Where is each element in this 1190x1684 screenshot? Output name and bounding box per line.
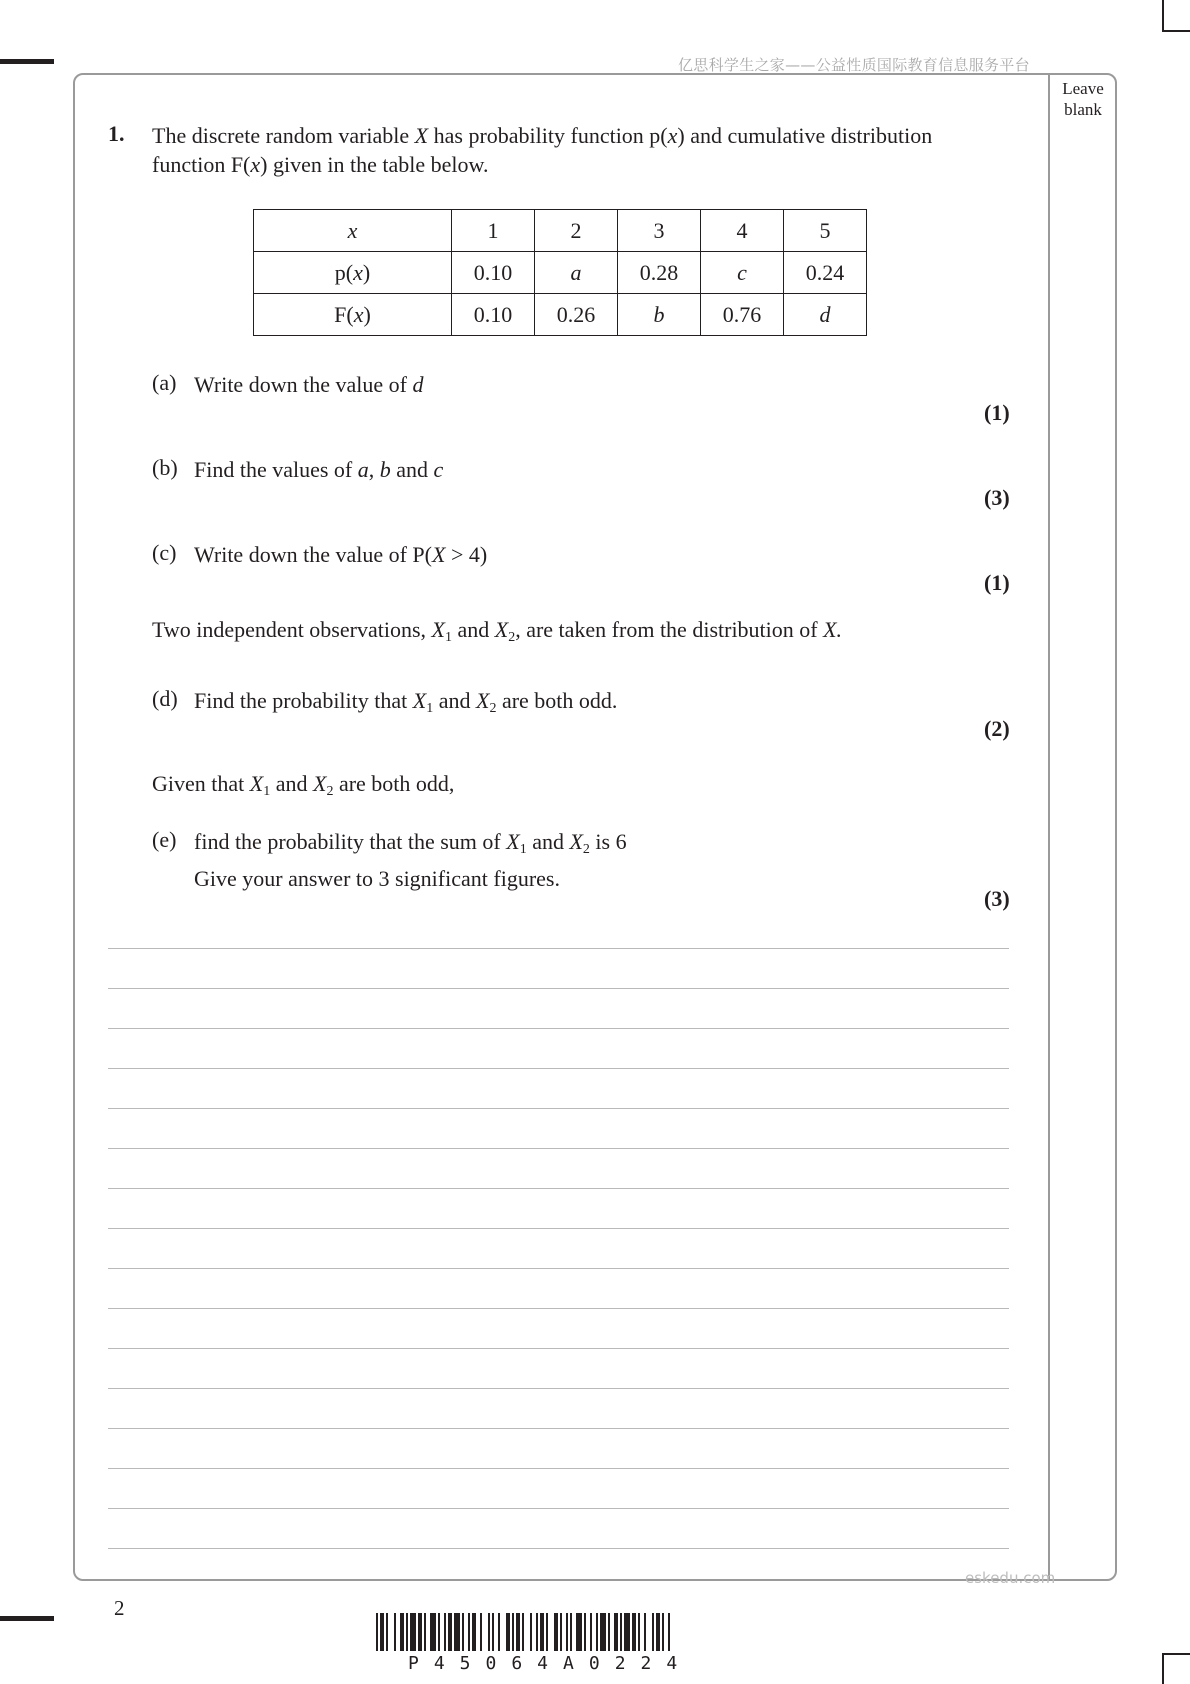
barcode-bar — [668, 1613, 670, 1651]
table-cell: 4 — [701, 210, 784, 252]
distribution-table — [253, 209, 867, 336]
barcode-bar — [620, 1613, 622, 1651]
crop-mark-bottom-right — [1162, 1655, 1164, 1684]
question-intro — [152, 121, 1022, 179]
barcode-bar — [584, 1613, 586, 1651]
table-cell: c — [701, 252, 784, 294]
table-cell: 0.24 — [784, 252, 867, 294]
crop-mark-bottom-right-h — [1162, 1653, 1190, 1655]
barcode-bar — [512, 1613, 514, 1651]
barcode-bar — [400, 1613, 404, 1651]
question-intro-line-1: The discrete random variable X has probability function p(x) and cumulative distribution — [152, 123, 933, 148]
answer-line[interactable] — [108, 1148, 1009, 1149]
table-cell: b — [618, 294, 701, 336]
barcode-bar — [522, 1613, 524, 1651]
table-header-p: p(x) — [254, 252, 452, 294]
barcode-bar — [498, 1613, 500, 1651]
barcode-bar — [632, 1613, 636, 1651]
question-intro-line-2: function F(x) given in the table below. — [152, 152, 489, 177]
barcode-bar — [488, 1613, 490, 1651]
leave-blank-column-divider — [1048, 73, 1050, 1581]
table-cell: 5 — [784, 210, 867, 252]
table-row-F — [254, 294, 867, 336]
table-header-x: x — [254, 210, 452, 252]
answer-line[interactable] — [108, 1508, 1009, 1509]
table-row-p — [254, 252, 867, 294]
part-d-label: (d) — [152, 686, 178, 711]
barcode-bar — [386, 1613, 388, 1651]
barcode-bar — [424, 1613, 426, 1651]
answer-line[interactable] — [108, 1188, 1009, 1189]
table-cell: 1 — [452, 210, 535, 252]
part-a-label: (a) — [152, 370, 177, 395]
barcode-bar — [570, 1613, 572, 1651]
barcode-bar — [394, 1613, 396, 1651]
barcode-bar — [596, 1613, 598, 1651]
barcode-bar — [410, 1613, 416, 1651]
table-cell: d — [784, 294, 867, 336]
part-c-text: Write down the value of P(X > 4) — [194, 542, 488, 567]
part-a-marks: (1) — [984, 400, 1010, 425]
part-e-line-1: find the probability that the sum of $X_1$ and $X_2$ is 6 — [194, 829, 627, 857]
barcode-bar — [530, 1613, 532, 1651]
barcode-bar — [652, 1613, 654, 1651]
table-cell: 0.76 — [701, 294, 784, 336]
answer-line[interactable] — [108, 1028, 1009, 1029]
table-cell: 0.26 — [535, 294, 618, 336]
blank-label: blank — [1064, 100, 1102, 119]
table-cell: 0.10 — [452, 294, 535, 336]
part-b-text: Find the values of a, b and c — [194, 457, 444, 482]
barcode-bar — [644, 1613, 646, 1651]
barcode-bar — [546, 1613, 548, 1651]
barcode-bar — [492, 1613, 494, 1651]
barcode-bar — [430, 1613, 436, 1651]
stem-given-odd: Given that $X_1$ and $X_2$ are both odd, — [152, 771, 455, 799]
answer-line[interactable] — [108, 1468, 1009, 1469]
answer-line[interactable] — [108, 1228, 1009, 1229]
answer-line[interactable] — [108, 1428, 1009, 1429]
barcode-bar — [624, 1613, 630, 1651]
part-e-line-2: Give your answer to 3 significant figures. — [194, 866, 560, 891]
answer-line[interactable] — [108, 988, 1009, 989]
table-cell: 0.28 — [618, 252, 701, 294]
answer-line[interactable] — [108, 1348, 1009, 1349]
barcode-bar — [418, 1613, 422, 1651]
stem-observations: Two independent observations, $X_1$ and $X_2$, are taken from the distribution of X. — [152, 617, 843, 645]
part-e-label: (e) — [152, 827, 177, 852]
question-number: 1. — [108, 121, 125, 146]
answer-line[interactable] — [108, 948, 1009, 949]
table-cell: 0.10 — [452, 252, 535, 294]
part-c-marks: (1) — [984, 570, 1010, 595]
barcode-bar — [376, 1613, 378, 1651]
barcode-bar — [448, 1613, 452, 1651]
crop-mark-top-left — [0, 59, 54, 64]
barcode-bar — [516, 1613, 520, 1651]
barcode-bar — [662, 1613, 664, 1651]
table-row-x — [254, 210, 867, 252]
barcode-bar — [600, 1613, 606, 1651]
barcode-bar — [638, 1613, 640, 1651]
site-watermark: eskedu.com — [965, 1569, 1056, 1587]
crop-mark-bottom-left — [0, 1616, 54, 1621]
part-a-text: Write down the value of d — [194, 372, 424, 397]
part-e-marks: (3) — [984, 886, 1010, 911]
barcode-bar — [656, 1613, 660, 1651]
barcode-image — [376, 1613, 810, 1651]
crop-mark-top-right — [1162, 0, 1164, 30]
barcode-bar — [444, 1613, 446, 1651]
answer-line[interactable] — [108, 1068, 1009, 1069]
barcode-bar — [536, 1613, 538, 1651]
barcode-bar — [590, 1613, 592, 1651]
barcode-bar — [540, 1613, 544, 1651]
part-b-label: (b) — [152, 455, 178, 480]
barcode-bar — [462, 1613, 464, 1651]
barcode-bar — [406, 1613, 408, 1651]
barcode-bar — [480, 1613, 482, 1651]
table-cell: a — [535, 252, 618, 294]
answer-line[interactable] — [108, 1268, 1009, 1269]
barcode-bar — [554, 1613, 558, 1651]
table-cell: 3 — [618, 210, 701, 252]
crop-mark-top-right-h — [1162, 30, 1190, 32]
answer-line[interactable] — [108, 1388, 1009, 1389]
part-d-marks: (2) — [984, 716, 1010, 741]
barcode-bar — [506, 1613, 510, 1651]
answer-line[interactable] — [108, 1548, 1009, 1549]
page-number: 2 — [114, 1596, 125, 1620]
barcode-text: P45064A0224 — [408, 1653, 693, 1674]
answer-line[interactable] — [108, 1308, 1009, 1309]
barcode-bar — [614, 1613, 618, 1651]
barcode-bar — [576, 1613, 582, 1651]
answer-line[interactable] — [108, 1108, 1009, 1109]
barcode-bar — [438, 1613, 440, 1651]
part-d-text: Find the probability that $X_1$ and $X_2$ are both odd. — [194, 688, 618, 716]
barcode-bar — [454, 1613, 460, 1651]
table-header-F: F(x) — [254, 294, 452, 336]
leave-label: Leave — [1062, 79, 1104, 98]
part-c-label: (c) — [152, 540, 177, 565]
watermark-text: 亿思科学生之家——公益性质国际教育信息服务平台 — [678, 56, 1030, 74]
barcode-bar — [560, 1613, 562, 1651]
barcode-bar — [472, 1613, 476, 1651]
barcode-bar — [380, 1613, 384, 1651]
barcode-bar — [566, 1613, 568, 1651]
barcode-bar — [468, 1613, 470, 1651]
part-e-text — [194, 827, 627, 893]
table-cell: 2 — [535, 210, 618, 252]
leave-blank-label — [1050, 78, 1116, 120]
part-b-marks: (3) — [984, 485, 1010, 510]
barcode-bar — [608, 1613, 610, 1651]
